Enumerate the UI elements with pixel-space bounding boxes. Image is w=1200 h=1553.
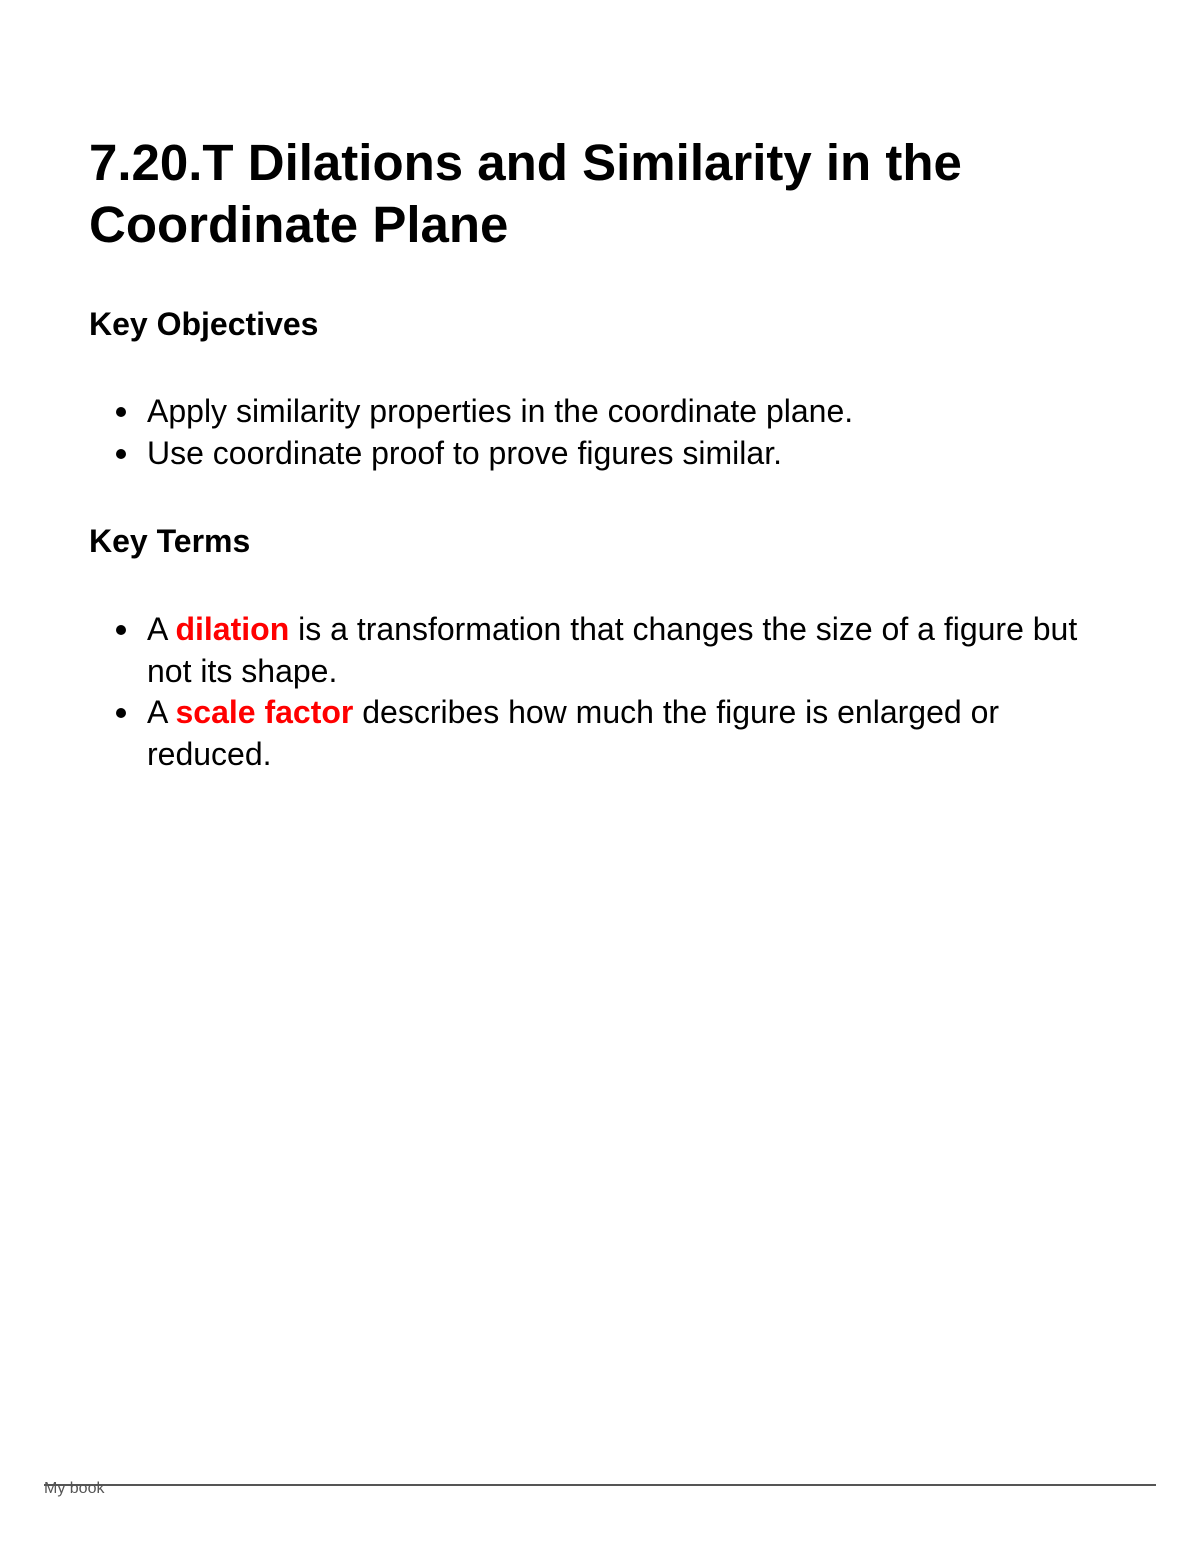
term-definition: describes how much the figure is enlarged or reduced. bbox=[147, 694, 1000, 772]
term-prefix: A bbox=[147, 611, 176, 647]
key-terms-heading: Key Terms bbox=[89, 523, 251, 559]
footer-label: My book bbox=[44, 1480, 105, 1497]
list-item bbox=[147, 692, 1107, 775]
term-definition: is a transformation that changes the size of a figure but not its shape. bbox=[147, 611, 1078, 689]
objective-text: Use coordinate proof to prove figures similar. bbox=[147, 434, 782, 471]
key-objectives-list bbox=[147, 391, 1107, 474]
key-terms-list bbox=[147, 609, 1107, 775]
list-item bbox=[147, 391, 1107, 433]
term-prefix: A bbox=[147, 694, 176, 730]
key-objectives-heading: Key Objectives bbox=[89, 306, 319, 342]
bullet-icon bbox=[116, 407, 126, 417]
list-item bbox=[147, 609, 1107, 692]
bullet-icon bbox=[116, 625, 126, 635]
bullet-icon bbox=[116, 708, 126, 718]
bullet-icon bbox=[116, 449, 126, 459]
footer-divider bbox=[44, 1484, 1156, 1486]
page-title: 7.20.T Dilations and Similarity in the Coordinate Plane bbox=[89, 134, 962, 253]
term-highlight-dilation: dilation bbox=[175, 611, 290, 647]
list-item bbox=[147, 433, 1107, 475]
term-highlight-scale-factor: scale factor bbox=[175, 694, 354, 730]
objective-text: Apply similarity properties in the coordinate plane. bbox=[147, 393, 854, 429]
